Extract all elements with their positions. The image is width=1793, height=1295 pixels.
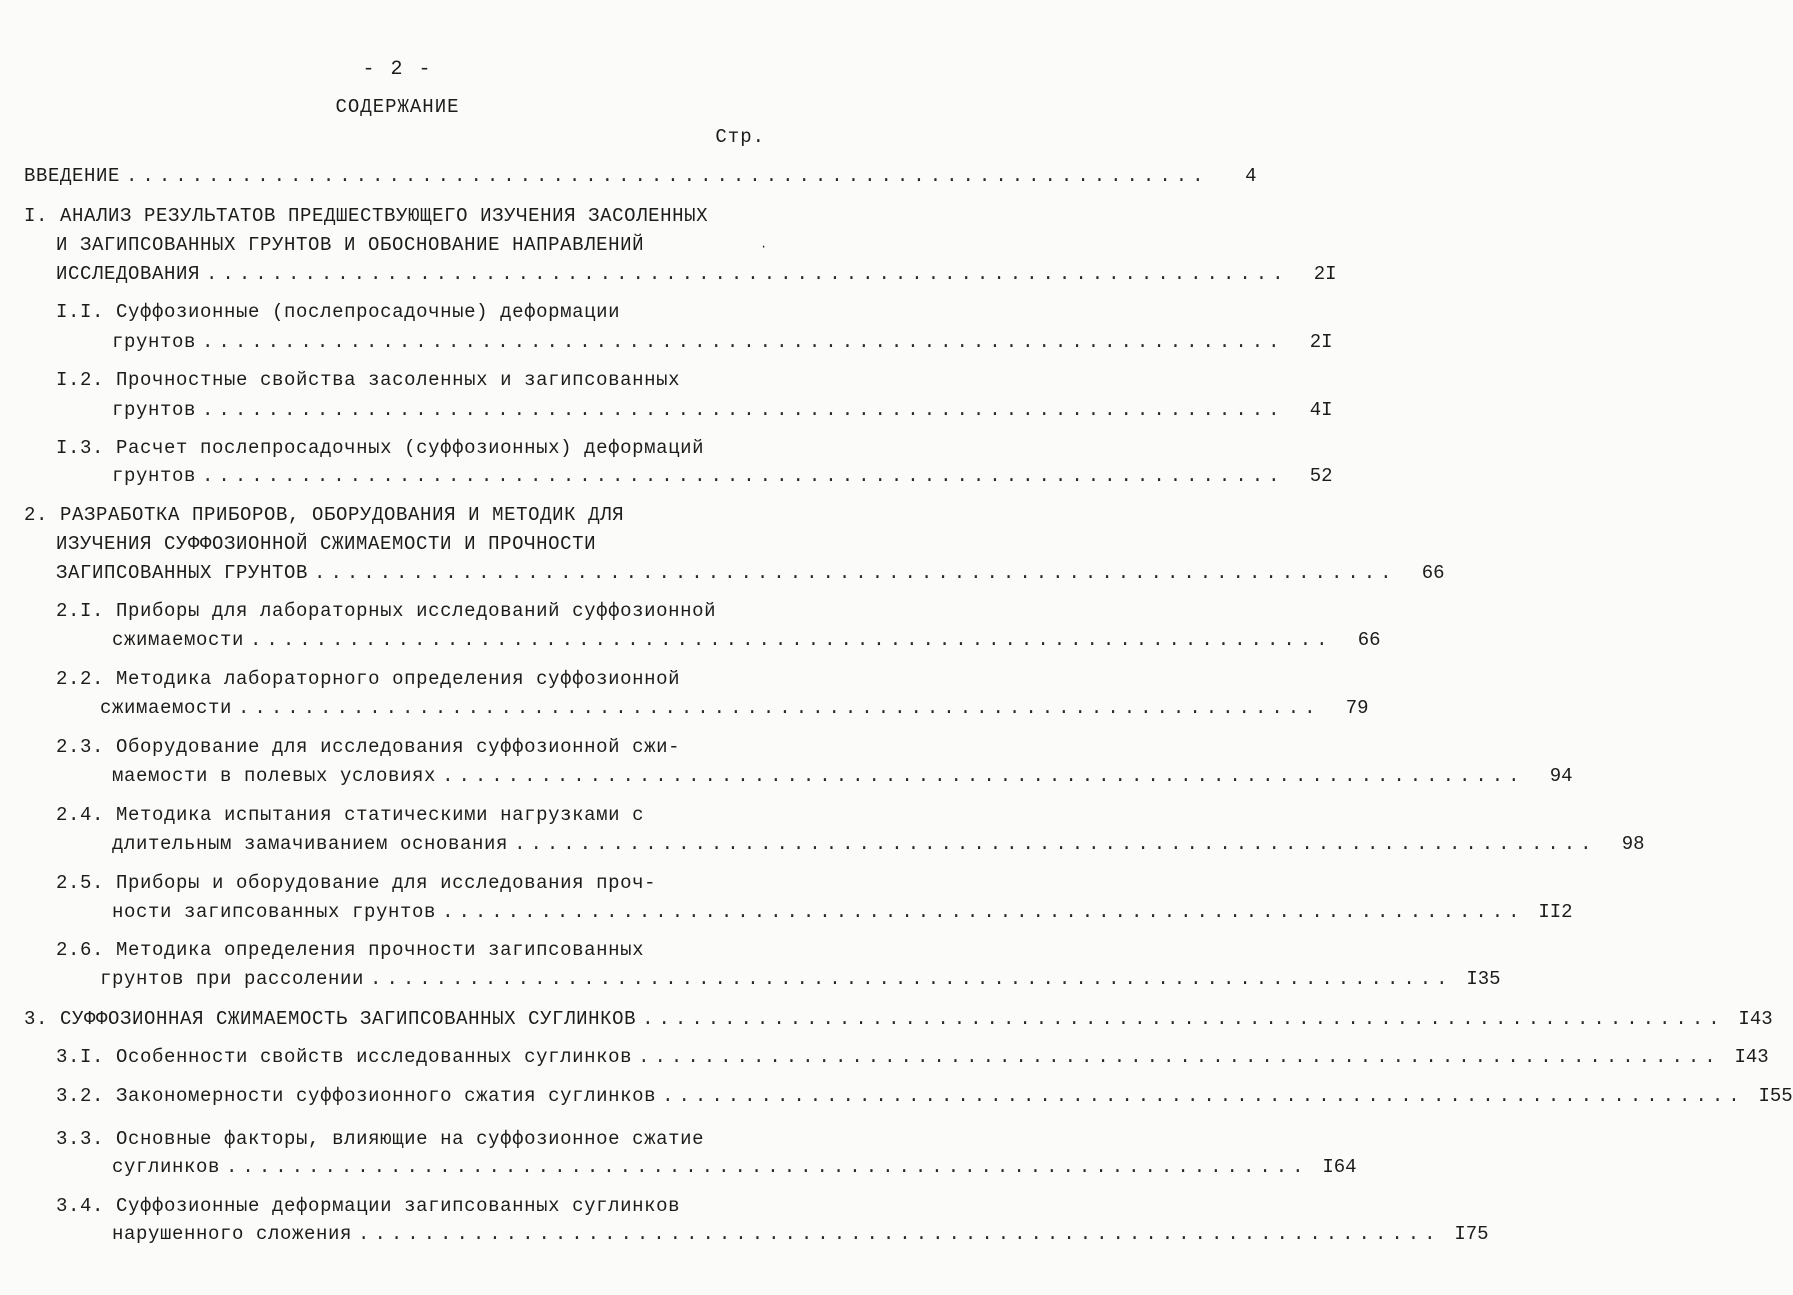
toc-section-3-4-line-2: нарушенного сложения .................................................................. I75	[112, 1220, 770, 1248]
leader-dots: ..................................................................	[126, 165, 1209, 187]
toc-page-number: I55	[1758, 1085, 1793, 1107]
page-title: СОДЕРЖАНИЕ	[335, 96, 460, 118]
toc-page-number: I75	[1454, 1223, 1489, 1245]
toc-section-1-1-line-1: I.I. Суффозионные (послепросадочные) деформации	[56, 301, 621, 323]
toc-chapter-1-line-1: I. АНАЛИЗ РЕЗУЛЬТАТОВ ПРЕДШЕСТВУЮЩЕГО ИЗУЧЕНИЯ ЗАСОЛЕННЫХ	[24, 205, 709, 227]
toc-section-2-4-line-2: длительным замачиванием основания .................................................................. 98	[112, 830, 770, 858]
toc-section-2-3-line-2: маемости в полевых условиях .................................................................. 94	[112, 762, 770, 790]
toc-chapter-1-line-2: И ЗАГИПСОВАННЫХ ГРУНТОВ И ОБОСНОВАНИЕ НАПРАВЛЕНИЙ	[56, 234, 645, 256]
toc-page-number: 2I	[1309, 331, 1333, 353]
leader-dots: ..................................................................	[442, 901, 1525, 923]
toc-page-number: 66	[1357, 629, 1381, 651]
toc-chapter-2-line-3: ЗАГИПСОВАННЫХ ГРУНТОВ .................................................................. 66	[56, 559, 770, 587]
toc-chapter-2-line-1: 2. РАЗРАБОТКА ПРИБОРОВ, ОБОРУДОВАНИЯ И МЕТОДИК ДЛЯ	[24, 504, 625, 526]
toc-section-2-1-line-1: 2.I. Приборы для лабораторных исследований суффозионной	[56, 600, 717, 622]
toc-section-2-6-line-1: 2.6. Методика определения прочности загипсованных	[56, 939, 645, 961]
toc-page-number: 52	[1309, 465, 1333, 487]
toc-section-2-4-line-1: 2.4. Методика испытания статическими нагрузками с	[56, 804, 645, 826]
toc-section-1-3-line-2: грунтов .................................................................. 52	[112, 462, 770, 490]
toc-page-number: 66	[1421, 562, 1445, 584]
toc-chapter-3: 3. СУФФОЗИОННАЯ СЖИМАЕМОСТЬ ЗАГИПСОВАННЫХ СУГЛИНКОВ .................................................................. I43	[24, 1005, 770, 1033]
toc-section-2-3-line-1: 2.3. Оборудование для исследования суффозионной сжи-	[56, 736, 681, 758]
toc-section-1-2-line-2: грунтов .................................................................. 4I	[112, 396, 770, 424]
toc-section-2-5-line-1: 2.5. Приборы и оборудование для исследования проч-	[56, 872, 657, 894]
toc-section-3-3-line-2: суглинков .................................................................. I64	[112, 1153, 770, 1181]
toc-page-number: 4I	[1309, 399, 1333, 421]
toc-page-number: 79	[1345, 697, 1369, 719]
leader-dots: ..................................................................	[370, 968, 1453, 990]
toc-page-number: 4	[1245, 165, 1257, 187]
toc-page-number: I64	[1322, 1156, 1357, 1178]
leader-dots: ..................................................................	[238, 697, 1321, 719]
toc-chapter-1-line-3: ИССЛЕДОВАНИЯ .................................................................. 2I	[56, 260, 770, 288]
toc-section-2-1-line-2: сжимаемости .................................................................. 66	[112, 626, 770, 654]
toc-page-number: II2	[1538, 901, 1573, 923]
toc-section-3-2: 3.2. Закономерности суффозионного сжатия суглинков .................................................................. I55	[56, 1082, 770, 1110]
toc-entry-text: ВВЕДЕНИЕ	[24, 165, 121, 187]
toc-page-number: I43	[1734, 1046, 1769, 1068]
toc-section-1-1-line-2: грунтов .................................................................. 2I	[112, 328, 770, 356]
leader-dots: ..................................................................	[442, 765, 1525, 787]
toc-section-3-1: 3.I. Особенности свойств исследованных суглинков .................................................................. I43	[56, 1043, 770, 1071]
leader-dots: ..................................................................	[206, 263, 1289, 285]
leader-dots: ..................................................................	[662, 1085, 1745, 1107]
toc-entry-intro	[24, 162, 1257, 190]
toc-section-2-2-line-1: 2.2. Методика лабораторного определения суффозионной	[56, 668, 681, 690]
leader-dots: ..................................................................	[202, 465, 1285, 487]
leader-dots: ..................................................................	[642, 1008, 1725, 1030]
toc-section-2-6-line-2: грунтов при рассолении .................................................................. I35	[100, 965, 770, 993]
leader-dots: ..................................................................	[358, 1223, 1441, 1245]
leader-dots: ..................................................................	[202, 399, 1285, 421]
leader-dots: ..................................................................	[202, 331, 1285, 353]
toc-section-1-2-line-1: I.2. Прочностные свойства засоленных и загипсованных	[56, 369, 681, 391]
toc-page-number: I43	[1738, 1008, 1773, 1030]
toc-page-number: 2I	[1313, 263, 1337, 285]
margin-mark: ·	[760, 240, 768, 254]
toc-section-2-2-line-2: сжимаемости .................................................................. 79	[100, 694, 770, 722]
page-number: - 2 -	[362, 58, 433, 81]
toc-page-number: 98	[1621, 833, 1645, 855]
toc-page-number: 94	[1549, 765, 1573, 787]
leader-dots: ..................................................................	[314, 562, 1397, 584]
leader-dots: ..................................................................	[250, 629, 1333, 651]
toc-section-1-3-line-1: I.3. Расчет послепросадочных (суффозионных) деформаций	[56, 437, 705, 459]
page-column-label: Стр.	[715, 126, 765, 148]
toc-section-2-5-line-2: ности загипсованных грунтов .................................................................. II2	[112, 898, 770, 926]
leader-dots: ..................................................................	[514, 833, 1597, 855]
toc-section-3-4-line-1: 3.4. Суффозионные деформации загипсованных суглинков	[56, 1195, 681, 1217]
leader-dots: ..................................................................	[638, 1046, 1721, 1068]
toc-chapter-2-line-2: ИЗУЧЕНИЯ СУФФОЗИОННОЙ СЖИМАЕМОСТИ И ПРОЧНОСТИ	[56, 533, 597, 555]
toc-page-number: I35	[1466, 968, 1501, 990]
leader-dots: ..................................................................	[226, 1156, 1309, 1178]
toc-section-3-3-line-1: 3.3. Основные факторы, влияющие на суффозионное сжатие	[56, 1128, 705, 1150]
